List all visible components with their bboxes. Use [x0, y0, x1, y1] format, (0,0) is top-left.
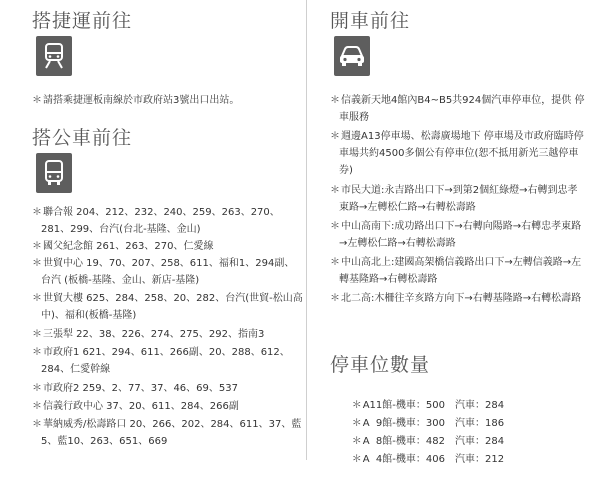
bus-stop: ＊信義行政中心 37、20、611、284、266副 [32, 401, 239, 412]
parking-row-text: A 8館-機車：482 汽車：284 [362, 436, 505, 447]
train-icon [36, 36, 72, 76]
parking-row: ＊A 4館-機車：406 汽車：212 [351, 454, 505, 465]
car-note: ＊北二高:木柵往辛亥路方向下→右轉基隆路→右轉松壽路 [330, 293, 582, 304]
bus-stop-text: 世貿中心 19、70、207、258、611、福和1、294副、台汽 (板橋-基隆、金山、新店-基隆) [41, 258, 295, 286]
car-note-text: 北二高:木柵往辛亥路方向下→右轉基隆路→右轉松壽路 [341, 293, 582, 304]
bus-stop-text: 聯合報 204、212、232、240、259、263、270、281、299、台汽(台北-基隆、金山) [41, 207, 280, 235]
parking-row: ＊A 9館-機車：300 汽車：186 [351, 418, 505, 429]
bus-stop: ＊市政府1 621、294、611、266副、20、288、612、284、仁愛幹線 [32, 347, 290, 375]
car-icon [334, 36, 370, 76]
mrt-note-text: 請搭乘捷運板南線於市政府站3號出口出站。 [43, 95, 240, 106]
bus-stop: ＊國父紀念館 261、263、270、仁愛線 [32, 241, 214, 252]
bus-stop: ＊市政府2 259、2、77、37、46、69、537 [32, 383, 238, 394]
bus-stop: ＊華納威秀/松壽路口 20、266、202、284、611、37、藍5、藍10、263、651、669 [32, 419, 302, 447]
bus-stop-text: 信義行政中心 37、20、611、284、266副 [43, 401, 239, 412]
bus-stop-text: 華納威秀/松壽路口 20、266、202、284、611、37、藍5、藍10、263、651、669 [41, 419, 302, 447]
bus-stop: ＊世貿中心 19、70、207、258、611、福和1、294副、台汽 (板橋-基隆、金山、新店-基隆) [32, 258, 295, 286]
car-note-text: 信義新天地4館內B4~B5共924個汽車停車位，提供 停車服務 [339, 95, 585, 123]
bus-stop: ＊三張犁 22、38、226、274、275、292、指南3 [32, 329, 265, 340]
car-note: ＊週邊A13停車場、松壽廣場地下 停車場及市政府臨時停車場共約4500多個公有停車位(恕不抵用新光三越停車券) [330, 131, 584, 176]
bus-stop: ＊世貿大樓 625、284、258、20、282、台汽(世貿-松山高中)、福和(板橋-基隆) [32, 293, 303, 321]
parking-row-text: A11館-機車：500 汽車：284 [362, 400, 505, 411]
car-note-text: 中山高北上:建國高架橋信義路出口下→左轉信義路→左轉基隆路→右轉松壽路 [339, 257, 582, 285]
bus-stop-text: 世貿大樓 625、284、258、20、282、台汽(世貿-松山高中)、福和(板橋-基隆) [41, 293, 303, 321]
parking-row-text: A 4館-機車：406 汽車：212 [362, 454, 505, 465]
car-heading: 開車前往 [330, 10, 411, 32]
bus-stop-text: 三張犁 22、38、226、274、275、292、指南3 [43, 329, 265, 340]
car-note-text: 週邊A13停車場、松壽廣場地下 停車場及市政府臨時停車場共約4500多個公有停車位(恕不抵用新光三越停車券) [339, 131, 584, 176]
bus-icon [36, 153, 72, 193]
car-note-text: 中山高南下:成功路出口下→右轉向陽路→右轉忠孝東路→左轉松仁路→右轉松壽路 [339, 221, 582, 249]
bus-stop: ＊聯合報 204、212、232、240、259、263、270、281、299、台汽(台北-基隆、金山) [32, 207, 280, 235]
parking-row: ＊A 8館-機車：482 汽車：284 [351, 436, 505, 447]
mrt-note: ＊請搭乘捷運板南線於市政府站3號出口出站。 [32, 95, 240, 106]
car-note: ＊信義新天地4館內B4~B5共924個汽車停車位，提供 停車服務 [330, 95, 585, 123]
car-note: ＊市民大道:永吉路出口下→到第2個紅綠燈→右轉到忠孝東路→左轉松仁路→右轉松壽路 [330, 185, 578, 213]
column-divider [306, 0, 307, 460]
parking-row: ＊A11館-機車：500 汽車：284 [351, 400, 505, 411]
mrt-heading: 搭捷運前往 [32, 10, 133, 32]
bus-stop-text: 市政府2 259、2、77、37、46、69、537 [43, 383, 238, 394]
bus-stop-text: 國父紀念館 261、263、270、仁愛線 [43, 241, 214, 252]
car-note: ＊中山高北上:建國高架橋信義路出口下→左轉信義路→左轉基隆路→右轉松壽路 [330, 257, 582, 285]
bus-heading: 搭公車前往 [32, 127, 133, 149]
car-note-text: 市民大道:永吉路出口下→到第2個紅綠燈→右轉到忠孝東路→左轉松仁路→右轉松壽路 [339, 185, 578, 213]
bus-stop-text: 市政府1 621、294、611、266副、20、288、612、284、仁愛幹線 [41, 347, 290, 375]
parking-row-text: A 9館-機車：300 汽車：186 [362, 418, 505, 429]
car-note: ＊中山高南下:成功路出口下→右轉向陽路→右轉忠孝東路→左轉松仁路→右轉松壽路 [330, 221, 582, 249]
parking-heading: 停車位數量 [330, 354, 431, 376]
